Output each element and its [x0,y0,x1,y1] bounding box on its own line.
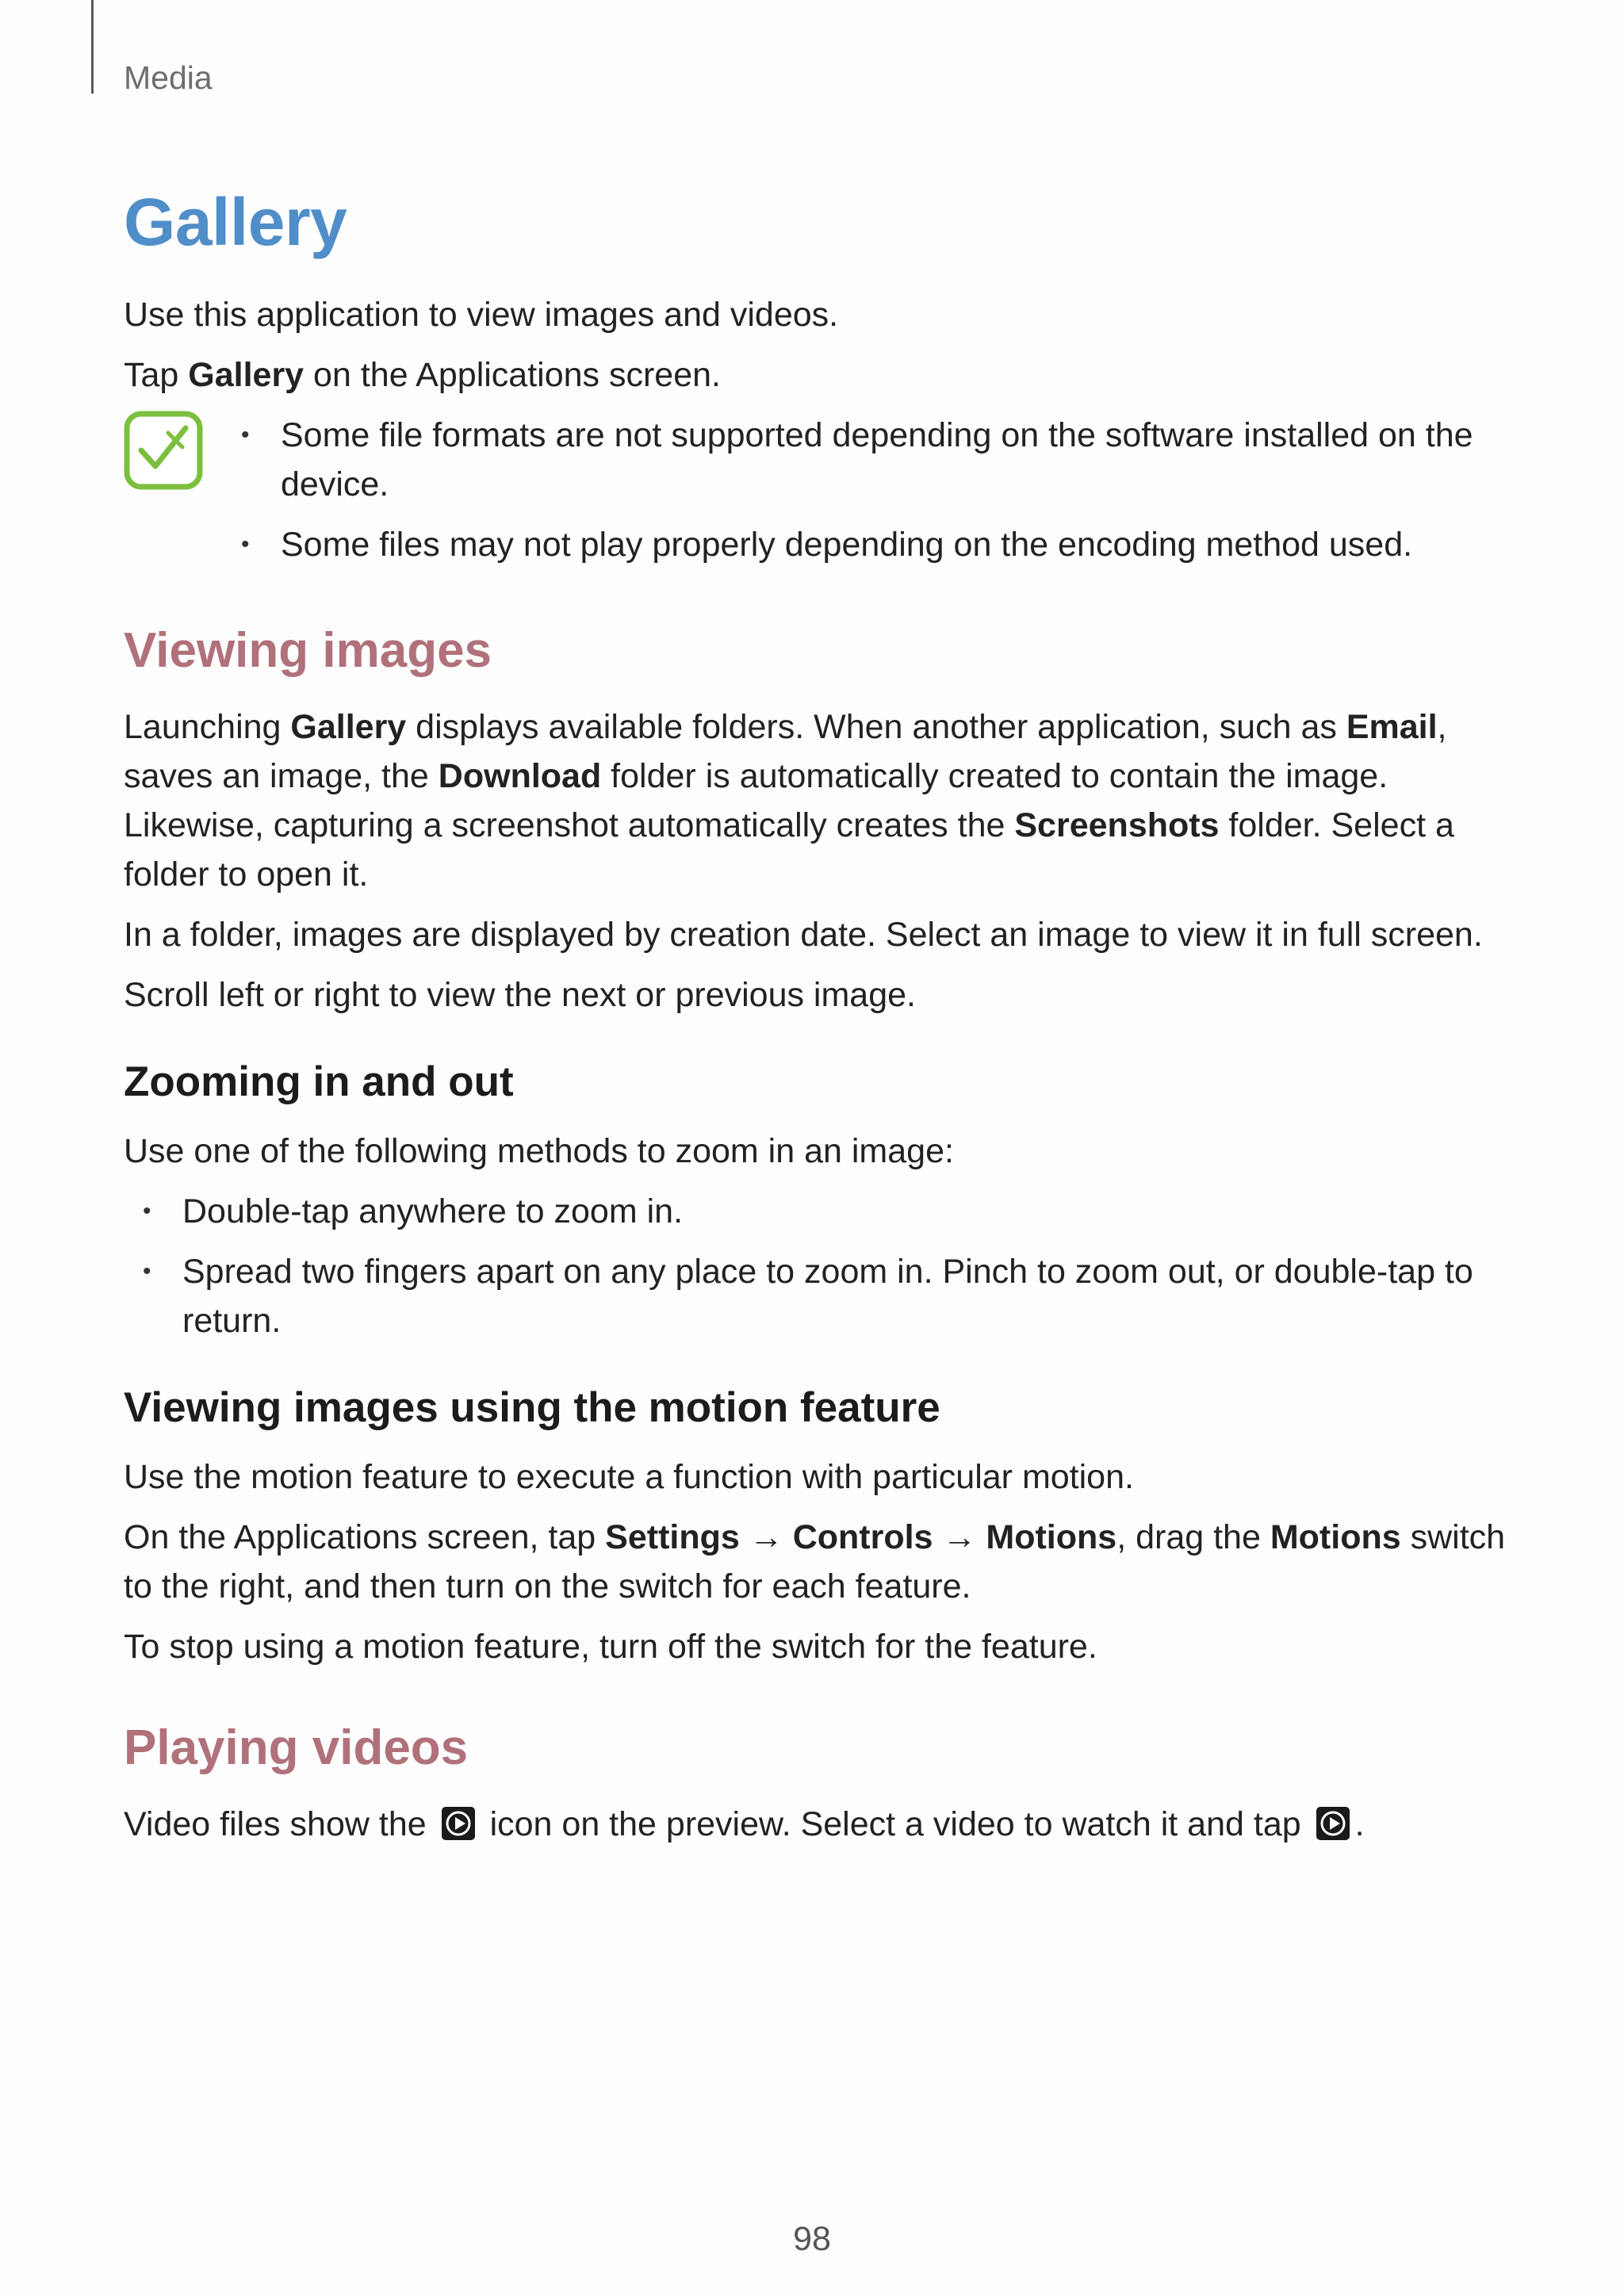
intro-text: Use this application to view images and videos. [124,296,839,334]
note-list [241,411,1519,580]
page-title: Gallery [124,185,347,259]
page-content [124,185,1519,1860]
note-pencil-icon [124,411,203,490]
header-rule [91,0,94,94]
subsection-heading-zooming: Zooming in and out [124,1058,514,1105]
play-icon [441,1806,476,1841]
list-item: • Double-tap anywhere to zoom in. [143,1187,1519,1236]
subsection-heading-motion: Viewing images using the motion feature [124,1384,940,1431]
motion-intro: Use the motion feature to execute a function with particular motion. [124,1458,1134,1496]
section-heading-playing-videos: Playing videos [124,1720,469,1775]
note-box [124,411,1519,580]
tap-instruction: Tap Gallery on the Applications screen. [124,356,721,394]
viewing-images-paragraph: Launching Gallery displays available folders. When another application, such as Email, saves an image, the Download folder is automatically created to contain the image. Likewise, capturing a screenshot automatically creates the Screenshots folder. Select a folder to open it. [124,708,1454,894]
folder-description: In a folder, images are displayed by creation date. Select an image to view it in full screen. [124,916,1483,954]
note-item: • Some file formats are not supported depending on the software installed on the device. [241,411,1519,509]
playing-videos-paragraph: Video files show the icon on the preview. Select a video to watch it and tap . [124,1805,1365,1843]
motion-stop: To stop using a motion feature, turn off the switch for the feature. [124,1628,1097,1666]
motion-instruction: On the Applications screen, tap Settings → Controls → Motions, drag the Motions switch to the right, and then turn on the switch for each feature. [124,1518,1506,1605]
scroll-instruction: Scroll left or right to view the next or previous image. [124,976,916,1014]
play-icon [1316,1806,1350,1841]
page-number: 98 [793,2220,831,2258]
zoom-intro: Use one of the following methods to zoom in an image: [124,1132,954,1170]
note-item: • Some files may not play properly depending on the encoding method used. [241,520,1519,569]
section-heading-viewing-images: Viewing images [124,623,492,678]
list-item: • Spread two fingers apart on any place to zoom in. Pinch to zoom out, or double-tap to return. [143,1247,1519,1345]
running-header: Media [124,59,213,96]
zoom-methods-list [124,1187,1519,1345]
